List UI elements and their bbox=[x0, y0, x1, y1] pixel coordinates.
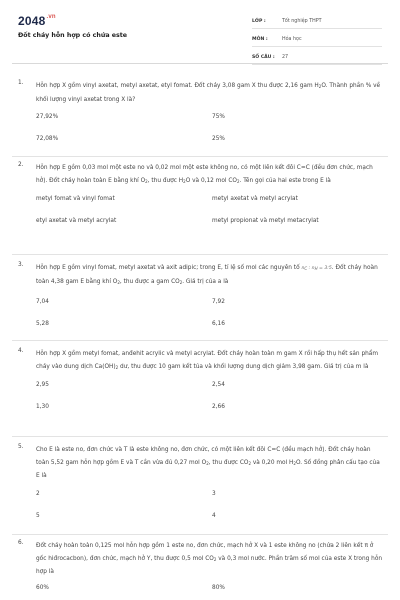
question-text: Hỗn hợp X gồm metyl fomat, anđehit acrylic và metyl acrylat. Đốt cháy hoàn toàn m gam X rồi hấp thụ hết sản phẩm cháy vào dung dịch $Ca(OH)_2$ dư, thu được 10 gam kết tủa và khối lượng dung dịch giảm 3,98 gam. Giá trị của m là bbox=[36, 351, 378, 370]
meta-value: Hóa học bbox=[282, 36, 302, 42]
answer-option-b[interactable]: 7,92 bbox=[212, 299, 225, 305]
answer-option-b[interactable]: 3 bbox=[212, 490, 216, 497]
answer-option-b[interactable]: metyl axetat và metyl acrylat bbox=[212, 196, 298, 202]
answer-option-a[interactable]: 7,04 bbox=[36, 299, 49, 305]
answer-options bbox=[36, 585, 384, 597]
meta-label: LỚP : bbox=[252, 18, 266, 24]
answer-option-d[interactable]: 25% bbox=[212, 136, 225, 142]
question-separator bbox=[12, 436, 388, 437]
answer-option-c[interactable]: 1,30 bbox=[36, 404, 49, 410]
question-text: Hỗn hợp E gồm vinyl fomat, metyl axetat và axit adipic; trong E, tỉ lệ số mol các nguyên tố $n_C$ : $n_H$ = 3:5. Đốt cháy hoàn toàn 4,38 gam E bằng khí $O_2$, thu được a gam $CO_2$. Giá trị của a là bbox=[36, 265, 378, 285]
answer-option-d[interactable]: 4 bbox=[212, 512, 216, 519]
answer-option-a[interactable]: 27,92% bbox=[36, 114, 59, 120]
answer-option-a[interactable]: metyl fomat và vinyl fomat bbox=[36, 196, 115, 202]
question-number: 6. bbox=[18, 540, 24, 546]
answer-option-d[interactable]: 2,66 bbox=[212, 404, 225, 410]
question-separator bbox=[12, 340, 388, 341]
meta-label: MÔN : bbox=[252, 36, 268, 42]
question-2 bbox=[18, 162, 384, 236]
question-text: Hỗn hợp E gồm 0,03 mol một este no và 0,02 mol một este không no, có một liên kết đôi C=C (đều đơn chức, mạch hở). Đốt cháy hoàn toàn E bằng khí $O_2$, thu được $H_2O$ và 0,12 mol $CO_2$. Tên gọi của hai este trong E là bbox=[36, 165, 373, 184]
question-number: 5. bbox=[18, 444, 24, 450]
question-number: 1. bbox=[18, 80, 24, 86]
question-number: 3. bbox=[18, 262, 24, 268]
question-number: 4. bbox=[18, 348, 24, 354]
answer-option-d[interactable]: 6,16 bbox=[212, 321, 225, 327]
meta-row-class bbox=[252, 14, 382, 29]
question-separator bbox=[12, 156, 388, 157]
question-text: Hỗn hợp X gồm vinyl axetat, metyl axetat, etyl fomat. Đốt cháy 3,08 gam X thu được 2,16 gam $H_2O$. Thành phần % về khối lượng vinyl axetat trong X là? bbox=[36, 83, 381, 103]
answer-options bbox=[36, 382, 384, 422]
document-meta bbox=[252, 14, 382, 68]
question-separator bbox=[12, 534, 388, 535]
answer-option-d[interactable]: metyl propionat và metyl metacrylat bbox=[212, 218, 319, 224]
answer-option-b[interactable]: 80% bbox=[212, 584, 225, 591]
answer-option-a[interactable]: 2 bbox=[36, 490, 40, 497]
question-separator bbox=[12, 254, 388, 255]
question-3 bbox=[18, 262, 384, 339]
answer-option-c[interactable]: 5,28 bbox=[36, 321, 49, 327]
question-number: 2. bbox=[18, 162, 24, 168]
answer-option-c[interactable]: etyl axetat và metyl acrylat bbox=[36, 218, 117, 224]
answer-option-c[interactable]: 72,08% bbox=[36, 136, 59, 142]
meta-label: SỐ CÂU : bbox=[252, 54, 275, 60]
document-title: Đốt cháy hỗn hợp có chứa este bbox=[18, 32, 128, 39]
meta-row-subject bbox=[252, 32, 382, 47]
answer-options bbox=[36, 114, 384, 154]
header bbox=[0, 0, 400, 62]
answer-option-b[interactable]: 75% bbox=[212, 114, 225, 120]
question-4 bbox=[18, 348, 384, 422]
answer-option-a[interactable]: 2,95 bbox=[36, 382, 49, 388]
question-text: Đốt cháy hoàn toàn 0,125 mol hỗn hợp gồm 1 este no, đơn chức, mạch hở X và 1 este không no (chứa 2 liên kết π ở gốc hiđrocacbon), đơn chức, mạch hở Y, thu được 0,5 mol $CO_2$ và 0,3 mol nước. Phần trăm số mol của este X trong hỗn hợp là bbox=[36, 543, 383, 575]
site-logo[interactable]: $2048^{.vn}$ bbox=[18, 14, 56, 28]
question-5 bbox=[18, 444, 384, 531]
answer-option-c[interactable]: 5 bbox=[36, 512, 40, 519]
question-6 bbox=[18, 540, 384, 597]
answer-option-b[interactable]: 2,54 bbox=[212, 382, 225, 388]
answer-options bbox=[36, 299, 384, 339]
question-1 bbox=[18, 80, 384, 154]
answer-options bbox=[36, 196, 384, 236]
question-text: Cho E là este no, đơn chức và T là este không no, đơn chức, có một liên kết đôi C=C (đều mạch hở). Đốt cháy hoàn toàn 5,52 gam hỗn hợp gồm E và T cần vừa đủ 0,27 mol $O_2$, thu được $CO_2$ và 0,20 mol $H_2O$. Số đồng phân cấu tạo của E là bbox=[36, 447, 380, 479]
meta-value: 27 bbox=[282, 54, 289, 60]
header-divider bbox=[12, 63, 388, 64]
meta-value: Tốt nghiệp THPT bbox=[282, 18, 322, 24]
answer-options bbox=[36, 491, 384, 531]
answer-option-a[interactable]: 60% bbox=[36, 584, 49, 591]
